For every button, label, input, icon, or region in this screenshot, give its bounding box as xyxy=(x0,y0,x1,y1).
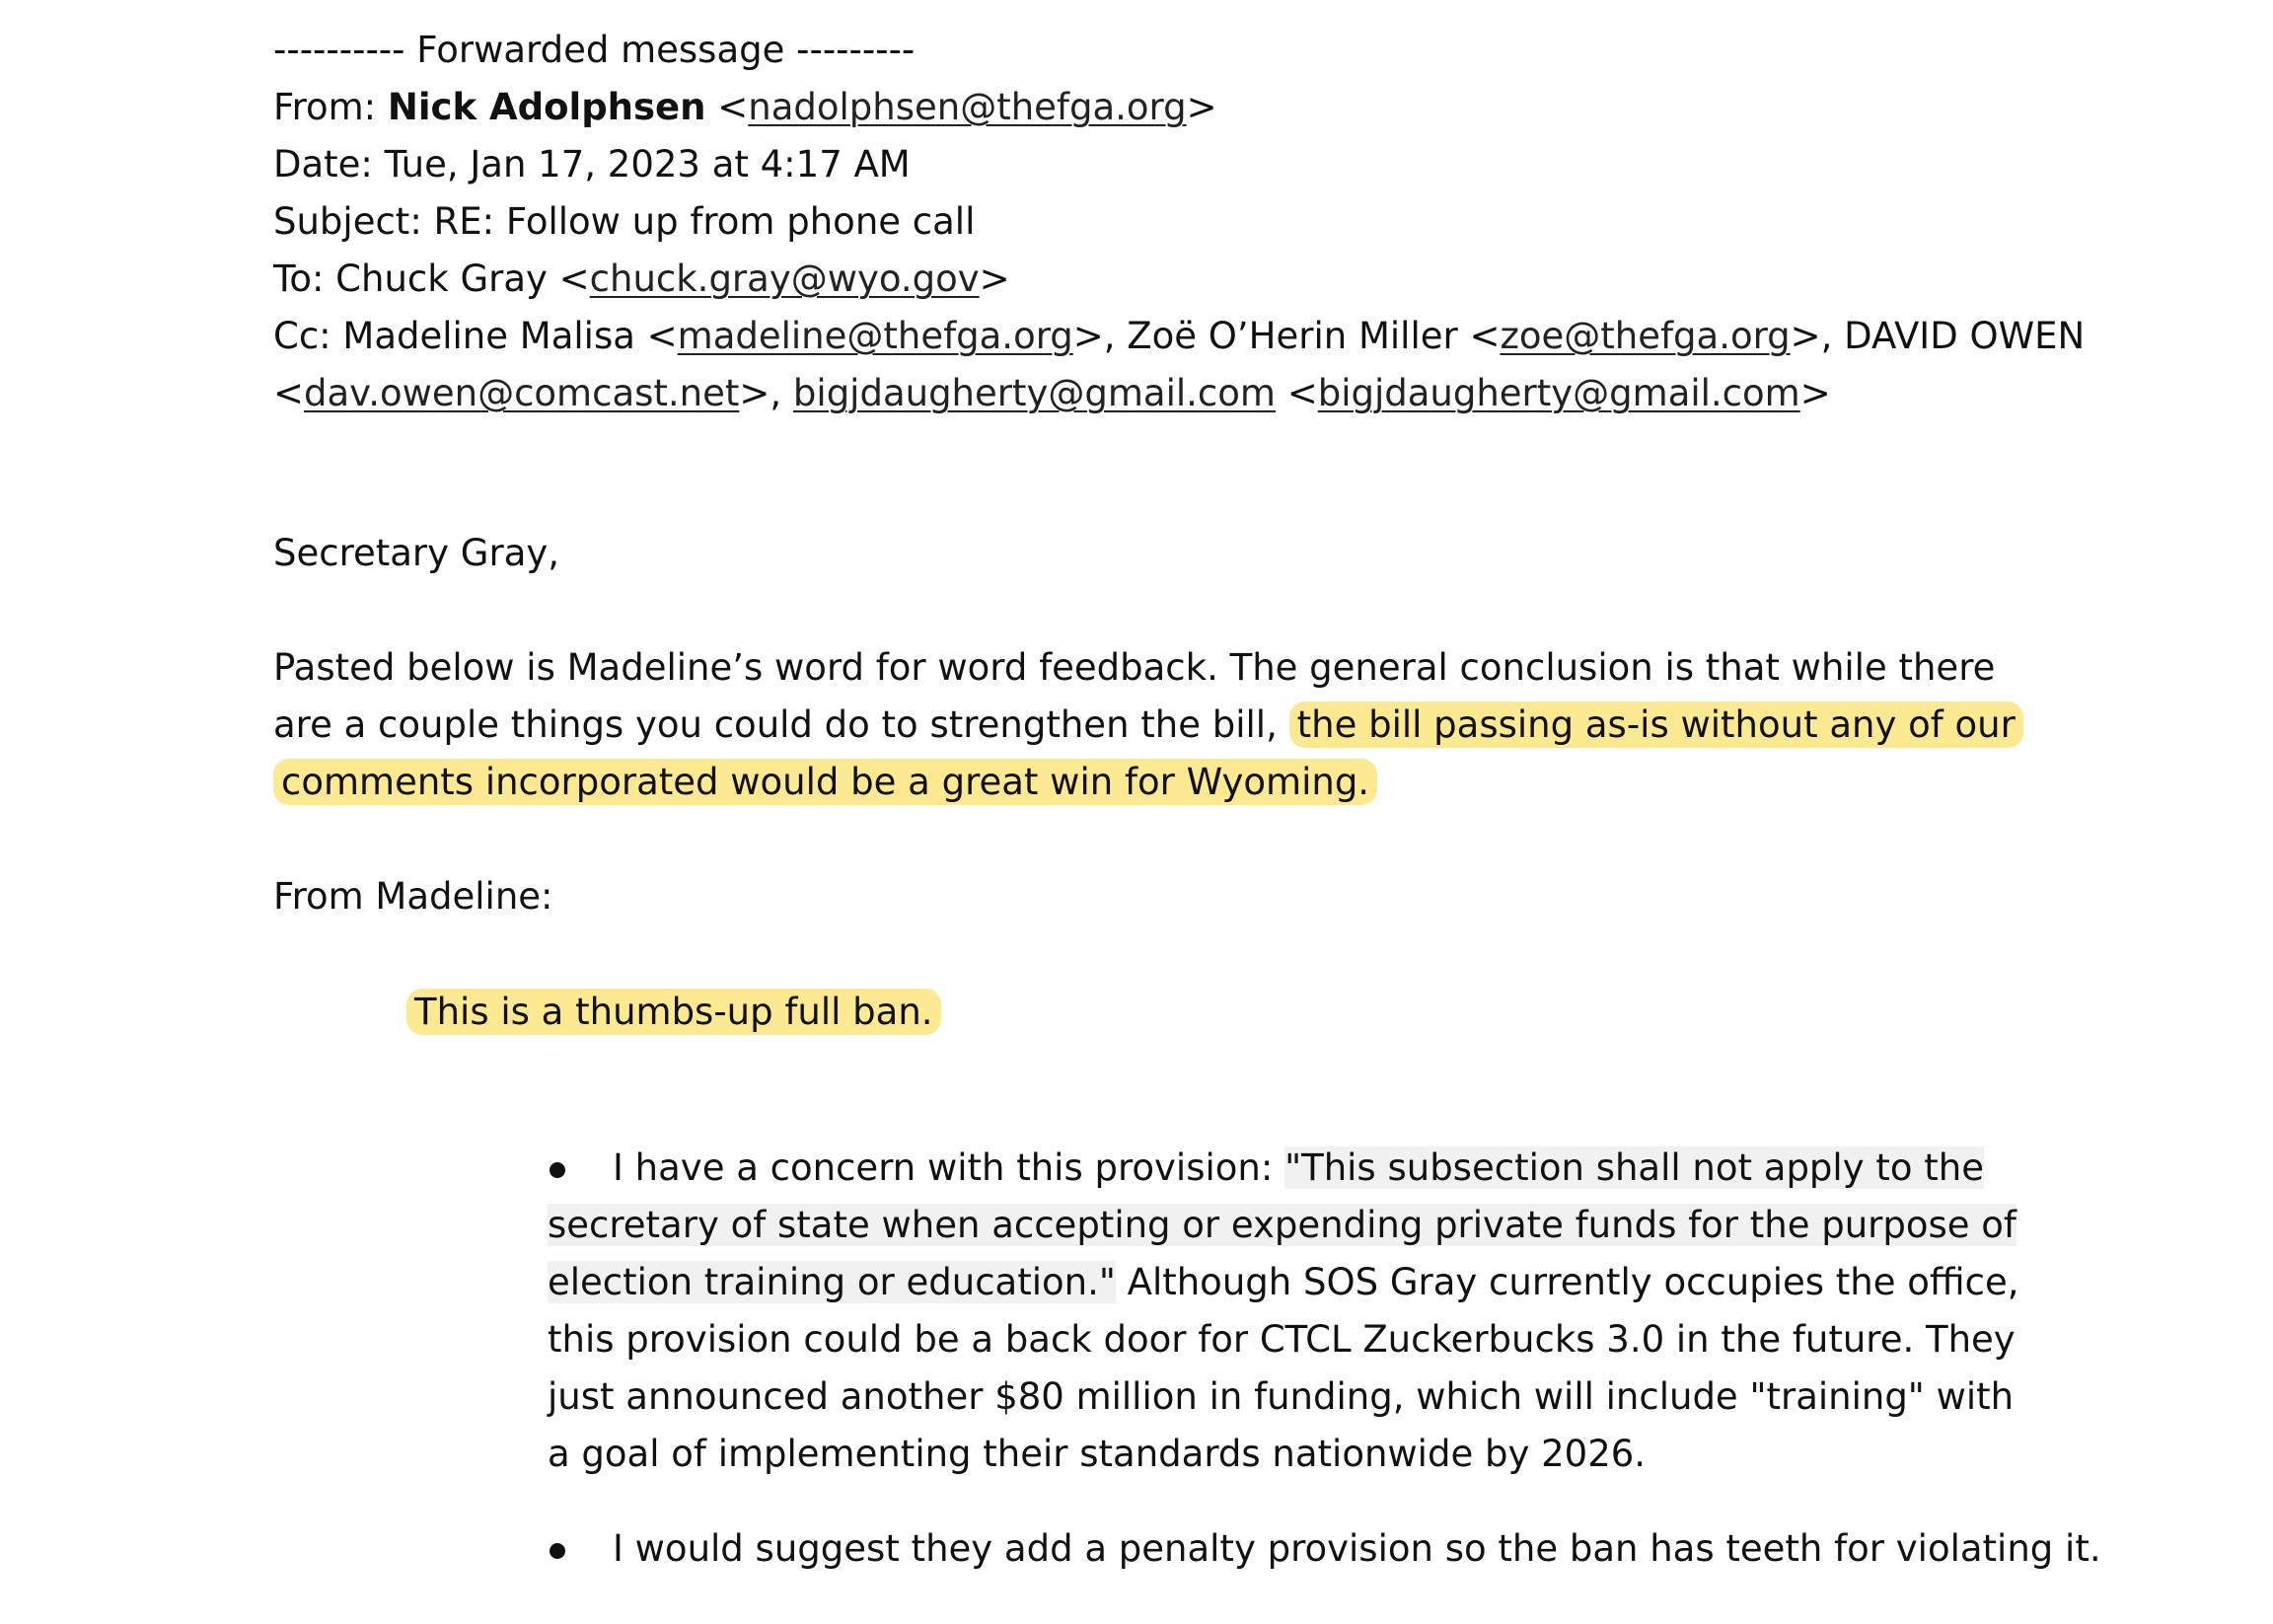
bullet-icon xyxy=(550,1162,565,1178)
cc-email-link-daugherty[interactable]: bigjdaugherty@gmail.com xyxy=(792,372,1276,414)
quoted-provision: "This subsection shall not apply to the secretary of state when accepting or expending private funds for the purpose of election training or education." xyxy=(548,1146,2016,1303)
thumbs-up-statement: This is a thumbs-up full ban. xyxy=(406,984,941,1041)
bullet-text: I would suggest they add a penalty provision so the ban has teeth for violating it. xyxy=(613,1527,2101,1570)
cc-email-link-daugherty-2[interactable]: bigjdaugherty@gmail.com xyxy=(1317,372,1800,414)
list-item xyxy=(548,1520,2101,1578)
subject-line: Subject: RE: Follow up from phone call xyxy=(273,200,976,243)
sender-email-link[interactable]: nadolphsen@thefga.org xyxy=(748,86,1187,128)
date-line: Date: Tue, Jan 17, 2023 at 4:17 AM xyxy=(273,143,911,185)
from-madeline: From Madeline: xyxy=(273,875,553,918)
cc-email-link-zoe[interactable]: zoe@thefga.org xyxy=(1500,315,1791,357)
list-item xyxy=(548,1140,2027,1483)
salutation: Secretary Gray, xyxy=(273,532,560,574)
cc-line-continued: <dav.owen@comcast.net>, bigjdaugherty@gmail.com <bigjdaugherty@gmail.com> xyxy=(273,372,1831,414)
summary-paragraph: Pasted below is Madeline’s word for word feedback. The general conclusion is that while there are a couple things you could do to strengthen the bill, the bill passing as-is without any of our comments incorporated would be a great win for Wyoming. xyxy=(273,639,2029,811)
bullet-text: I have a concern with this provision: "This subsection shall not apply to the secretary of state when accepting or expending private funds for the purpose of election training or education." Although SOS Gray currently occupies the office, this provision could be a back door for CTCL Zuckerbucks 3.0 in the future. They just announced another $80 million in funding, which will include "training" with a goal of implementing their standards nationwide by 2026. xyxy=(548,1146,2019,1475)
cc-email-link-owen[interactable]: dav.owen@comcast.net xyxy=(304,372,740,414)
sender-name: Nick Adolphsen xyxy=(387,86,706,128)
cc-email-link-madeline[interactable]: madeline@thefga.org xyxy=(677,315,1073,357)
highlighted-conclusion: the bill passing as-is without any of our comments incorporated would be a great win for Wyoming. xyxy=(273,701,2023,805)
email-header xyxy=(273,22,2086,422)
feedback-list xyxy=(548,1140,2101,1578)
bullet-icon xyxy=(550,1543,565,1559)
to-line: To: Chuck Gray <chuck.gray@wyo.gov> xyxy=(273,258,1010,300)
from-line: From: Nick Adolphsen <nadolphsen@thefga.org> xyxy=(273,86,1217,128)
to-email-link[interactable]: chuck.gray@wyo.gov xyxy=(589,258,980,300)
cc-line: Cc: Madeline Malisa <madeline@thefga.org>, Zoë O’Herin Miller <zoe@thefga.org>, DAVID OWEN xyxy=(273,315,2086,357)
forward-line: ---------- Forwarded message --------- xyxy=(273,29,916,71)
